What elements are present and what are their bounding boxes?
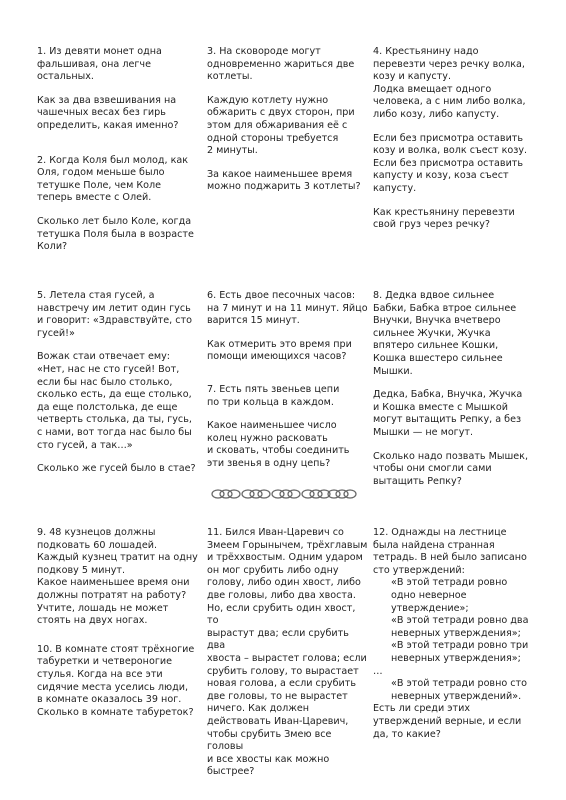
chain-segment-4 bbox=[302, 490, 330, 498]
problem-8-text: 8. Дедка вдвое сильнее Бабки, Бабка втрое сильнее Внучки, Внучка вчетверо сильнее Жучки, Жучка впятеро сильнее Кошки, Кошка вшестеро сильнее Мышки. bbox=[373, 290, 517, 377]
problem-11-text: 11. Бился Иван-Царевич со Змеем Горынычем, трёхглавым и трёххвостым. Одним ударом он мог срубить либо одну голову, либо один хвост, либо две головы, либо два хвоста. Но, если срубить один хвост, то вырастут два; если срубить два хвоста – вырастет голова; если срубить голову, то вырастает новая голова, а если срубить две головы, то не вырастет ничего. Как должен действовать Иван-Царевич, чтобы срубить Змею все головы и все хвосты как можно быстрее? bbox=[207, 527, 368, 778]
problem-1-text: 1. Из девяти монет одна фальшивая, она легче остальных. bbox=[37, 46, 162, 83]
problem-4-question: Как крестьянину перевезти свой груз через речку? bbox=[373, 206, 515, 231]
problem-6-question: Как отмерить это время при помощи имеющихся часов? bbox=[207, 338, 352, 363]
problem-4-text: 4. Крестьянину надо перевезти через речку волка, козу и капусту. Лодка вмещает одного человека, а с ним либо волка, либо козу, либо капусту. bbox=[373, 46, 526, 120]
problem-4 bbox=[373, 46, 538, 243]
problem-12-statement-100: «В этой тетради ровно сто неверных утверждений». bbox=[391, 678, 528, 702]
problem-7-text: 7. Есть пять звеньев цепи по три кольца в каждом. bbox=[207, 383, 340, 408]
problems-1-2 bbox=[37, 46, 199, 265]
problem-12-statement-1: «В этой тетради ровно одно неверное утверждение»; bbox=[391, 577, 508, 614]
problem-5-question: Сколько же гусей было в стае? bbox=[37, 463, 196, 475]
problem-3-question: За какое наименьшее время можно поджарить 3 котлеты? bbox=[207, 168, 361, 193]
problem-12-statement-2: «В этой тетради ровно два неверных утверждения»; bbox=[391, 615, 529, 639]
problem-9-text: 9. 48 кузнецов должны подковать 60 лошадей. Каждый кузнец тратит на одну подкову 5 минут. Какое наименьшее время они должны потратят на работу? Учтите, лошадь не может стоять на двух ногах. bbox=[37, 527, 198, 627]
chain-segment-3 bbox=[272, 490, 300, 498]
problem-6-text: 6. Есть двое песочных часов: на 7 минут и на 11 минут. Яйцо варится 15 минут. bbox=[207, 290, 368, 327]
problem-12-intro: 12. Однажды на лестнице была найдена странная тетрадь. В ней было записано сто утверждений: bbox=[373, 527, 527, 576]
problems-6-7 bbox=[207, 290, 369, 482]
problem-12-statement-3: «В этой тетради ровно три неверных утверждения»; bbox=[391, 640, 529, 664]
problem-5-dialogue: Вожак стаи отвечает ему: «Нет, нас не сто гусей! Вот, если бы нас было столько, сколько есть, да еще столько, да еще полстолька, де еще четверть столька, да ты, гусь, с нами, вот тогда нас было бы сто гусей, а так…» bbox=[37, 351, 192, 451]
problems-9-10 bbox=[37, 527, 199, 730]
problem-4-rules: Если без присмотра оставить козу и волка, волк съест козу. Если без присмотра оставить капусту и козу, коза съест капусту. bbox=[373, 132, 528, 194]
problem-5 bbox=[37, 290, 199, 487]
problem-12-question: Есть ли среди этих утверждений верные, и если да, то какие? bbox=[373, 703, 522, 740]
chain-segment-5 bbox=[328, 490, 356, 498]
chain-segment-1 bbox=[212, 490, 240, 498]
problem-2-question: Сколько лет было Коле, когда тетушка Поля была в возрасте Коли? bbox=[37, 215, 194, 253]
problem-5-text: 5. Летела стая гусей, а навстречу им летит один гусь и говорит: «Здравствуйте, сто гусей!» bbox=[37, 290, 192, 339]
chain-segment-2 bbox=[242, 490, 270, 498]
problem-8 bbox=[373, 290, 538, 499]
problem-1-question: Как за два взвешивания на чашечных весах без гирь определить, какая именно? bbox=[37, 94, 179, 131]
problem-11 bbox=[207, 527, 369, 790]
problem-3-text: 3. На сковороде могут одновременно жариться две котлеты. bbox=[207, 46, 355, 83]
problem-12 bbox=[373, 527, 538, 741]
problem-12-ellipsis: … bbox=[373, 665, 383, 677]
problem-8-condition: Дедка, Бабка, Внучка, Жучка и Кошка вместе с Мышкой могут вытащить Репку, а без Мышки — не могут. bbox=[373, 389, 523, 438]
problem-7-question: Какое наименьшее число колец нужно расковать и сковать, чтобы соединить эти звенья в одну цепь? bbox=[207, 420, 350, 469]
problem-3 bbox=[207, 46, 369, 205]
problem-2-text: 2. Когда Коля был молод, как Оля, годом меньше было тетушке Поле, чем Коле теперь вместе с Олей. bbox=[37, 154, 189, 204]
problem-3-details: Каждую котлету нужно обжарить с двух сторон, при этом для обжаривания её с одной стороны требуется 2 минуты. bbox=[207, 94, 355, 157]
problem-8-question: Сколько надо позвать Мышек, чтобы они смогли сами вытащить Репку? bbox=[373, 450, 529, 487]
chain-links-illustration bbox=[210, 487, 358, 501]
problem-10-text: 10. В комнате стоят трёхногие табуретки и четвероногие стулья. Когда на все эти сидячие места уселись люди, в комнате оказалось 39 ног. Сколько в комнате табуреток? bbox=[37, 643, 195, 718]
